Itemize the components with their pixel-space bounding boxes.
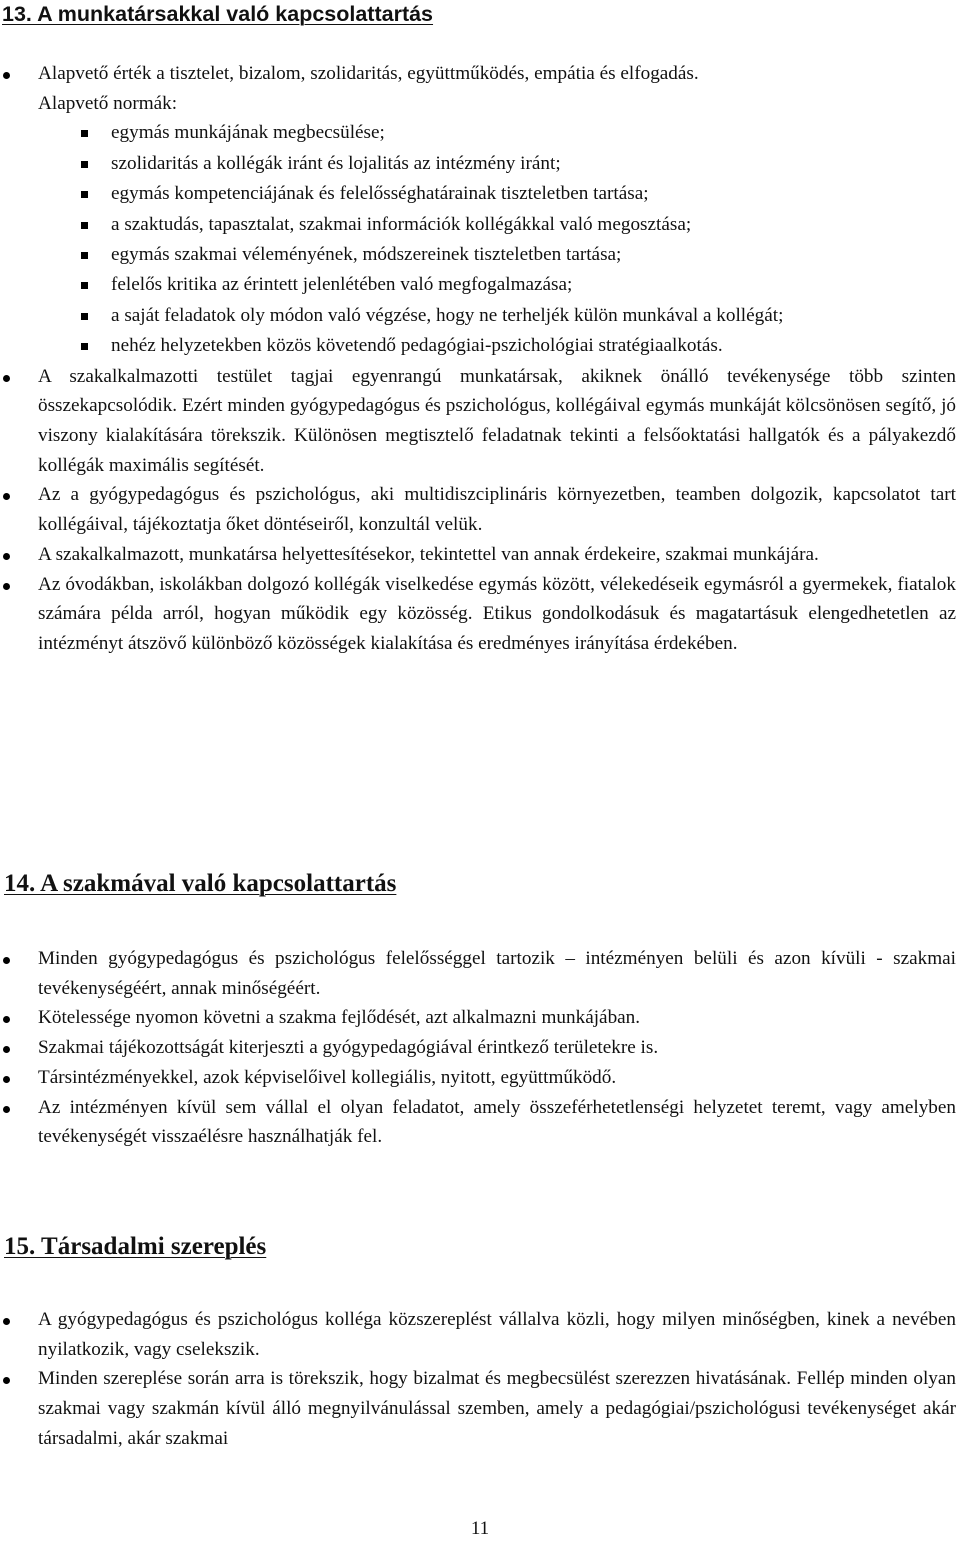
section-15-title: 15. Társadalmi szereplés (4, 1233, 267, 1260)
section-13 (0, 0, 960, 28)
list-item (0, 1305, 960, 1364)
bullet-dot-icon (3, 1046, 10, 1053)
section-14-body (0, 944, 960, 1152)
list-item (75, 210, 956, 240)
bullet-square-icon (81, 191, 88, 198)
bullet-dot-icon (3, 1076, 10, 1083)
list-item (0, 1033, 960, 1063)
section-14 (0, 869, 960, 899)
list-item (0, 1063, 960, 1093)
bullet-square-icon (81, 161, 88, 168)
norm-text: egymás munkájának megbecsülése; (111, 122, 385, 144)
bullet-square-icon (81, 313, 88, 320)
bullet-dot-icon (3, 493, 10, 500)
list-item (0, 540, 960, 570)
bullet-text: Az a gyógypedagógus és pszichológus, aki multidiszciplináris környezetben, teamben dolgozik, kapcsolatot tart kollégáival, tájékoztatja őket döntéseiről, konzultál velük. (38, 484, 956, 536)
section-14-bullet-list (0, 944, 960, 1152)
bullet-dot-icon (3, 1377, 10, 1384)
norm-text: nehéz helyzetekben közös követendő pedagógiai-pszichológiai stratégiaalkotás. (111, 335, 723, 357)
section-13-title: 13. A munkatársakkal való kapcsolattartás (2, 2, 434, 26)
section-15-bullet-list (0, 1305, 960, 1454)
bullet-text: A szakalkalmazott, munkatársa helyettesítésekor, tekintettel van annak érdekeire, szakmai munkájára. (38, 543, 819, 565)
bullet-dot-icon (3, 72, 10, 79)
list-item (75, 179, 956, 209)
norm-text: felelős kritika az érintett jelenlétében való megfogalmazása; (111, 274, 573, 296)
bullet-text: Minden szereplése során arra is törekszik, hogy bizalmat és megbecsülést szerezzen hivatásának. Fellép minden olyan szakmai vagy szakmán kívül álló megnyilvánulással szemben, amely a pedagógiai/pszichológusi tevékenységet akár társadalmi, akár szakmai (38, 1368, 956, 1449)
section-14-title: 14. A szakmával való kapcsolattartás (4, 870, 397, 897)
bullet-text: A szakalkalmazotti testület tagjai egyenrangú munkatársak, akiknek önálló tevékenysége több szinten összekapcsolódik. Ezért minden gyógypedagógus és pszichológus, kollégáival egymás munkáját kölcsönösen segítő, jó viszony kialakítására törekszik. Különösen megtisztelő feladatnak tekinti a felsőoktatási hallgatók és a pályakezdő kollégák maximális segítését. (38, 365, 956, 476)
bullet-text: Társintézményekkel, azok képviselőivel kollegiális, nyitott, együttműködő. (38, 1066, 617, 1088)
bullet-square-icon (81, 222, 88, 229)
list-item (0, 570, 960, 659)
page-number: 11 (470, 1518, 490, 1539)
bullet-square-icon (81, 343, 88, 350)
norm-text: a szaktudás, tapasztalat, szakmai információk kollégákkal való megosztása; (111, 213, 692, 235)
bullet-text: Az intézményen kívül sem vállal el olyan feladatot, amely összeférhetetlenségi helyzetet teremt, vagy amelyben tevékenységét visszaélésre használhatják fel. (38, 1096, 956, 1148)
norm-text: egymás szakmai véleményének, módszereinek tiszteletben tartása; (111, 244, 622, 266)
section-15-body (0, 1305, 960, 1454)
section-13-bullet-list (0, 59, 960, 659)
list-item (0, 480, 960, 539)
bullet-dot-icon (3, 583, 10, 590)
norm-text: a saját feladatok oly módon való végzése, hogy ne terheljék külön munkával a kollégát; (111, 304, 784, 326)
list-item (0, 1003, 960, 1033)
bullet-dot-icon (3, 1016, 10, 1023)
bullet-dot-icon (3, 553, 10, 560)
list-item (0, 59, 960, 362)
bullet-dot-icon (3, 1318, 10, 1325)
list-item (75, 301, 956, 331)
bullet-text: Alapvető normák: (38, 92, 178, 114)
bullet-text: A gyógypedagógus és pszichológus kolléga közszereplést vállalva közli, hogy milyen minőségben, kinek a nevében nyilatkozik, vagy cselekszik. (38, 1309, 956, 1360)
list-item (75, 270, 956, 300)
list-item (0, 944, 960, 1003)
list-item (75, 240, 956, 270)
norm-text: szolidaritás a kollégák iránt és lojalitás az intézmény iránt; (111, 152, 561, 174)
list-item (0, 1093, 960, 1152)
bullet-text: Szakmai tájékozottságát kiterjeszti a gyógypedagógiával érintkező területekre is. (38, 1037, 659, 1059)
bullet-square-icon (81, 130, 88, 137)
bullet-text: Az óvodákban, iskolákban dolgozó kollégák viselkedése egymás között, vélekedéseik egymásról a gyermekek, fiatalok számára példa arról, hogyan működik egy közösség. Etikus gondolkodásuk és magatartásuk elengedhetetlen az intézményt átszövő különböző közösségek kialakítása és eredményes irányítása érdekében. (38, 573, 956, 654)
list-item (75, 149, 956, 179)
section-15 (0, 1232, 960, 1262)
bullet-dot-icon (3, 375, 10, 382)
bullet-text: Minden gyógypedagógus és pszichológus felelősséggel tartozik – intézményen belüli és azon kívüli - szakmai tevékenységéért, annak minőségéért. (38, 948, 956, 999)
bullet-square-icon (81, 252, 88, 259)
list-item (75, 118, 956, 148)
bullet-dot-icon (3, 1106, 10, 1113)
bullet-square-icon (81, 282, 88, 289)
norms-list (0, 118, 956, 361)
list-item (75, 331, 956, 361)
bullet-dot-icon (3, 957, 10, 964)
list-item (0, 1364, 960, 1453)
norm-text: egymás kompetenciájának és felelősséghatárainak tiszteletben tartása; (111, 183, 649, 205)
bullet-text: Kötelessége nyomon követni a szakma fejlődését, azt alkalmazni munkájában. (38, 1007, 641, 1029)
bullet-text: Alapvető érték a tisztelet, bizalom, szolidaritás, együttműködés, empátia és elfogadás. (38, 63, 699, 84)
section-13-body (0, 59, 960, 659)
list-item (0, 362, 960, 481)
